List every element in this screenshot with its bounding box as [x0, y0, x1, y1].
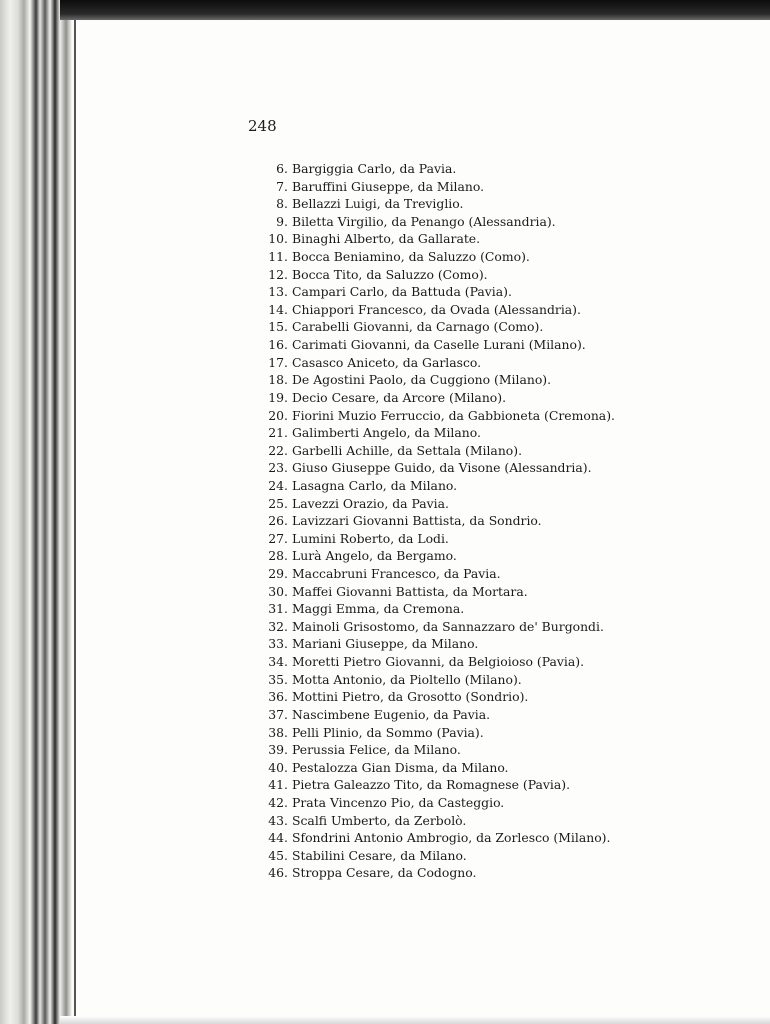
entry-number: 40. — [268, 759, 288, 775]
book-spine — [0, 0, 76, 1024]
list-item — [252, 178, 615, 196]
entry-number: 12. — [268, 266, 288, 282]
entry-number: 27. — [268, 530, 288, 546]
list-item — [252, 741, 615, 759]
entry-text: Galimberti Angelo, da Milano. — [292, 425, 481, 441]
entry-text: Fiorini Muzio Ferruccio, da Gabbioneta (Cremona). — [292, 407, 615, 423]
entry-number: 17. — [268, 354, 288, 370]
list-item — [252, 759, 615, 777]
list-item — [252, 230, 615, 248]
list-item — [252, 618, 615, 636]
list-item — [252, 424, 615, 442]
list-item — [252, 512, 615, 530]
entry-number: 19. — [268, 389, 288, 405]
entry-text: Maffei Giovanni Battista, da Mortara. — [292, 583, 528, 599]
entry-number: 38. — [268, 724, 288, 740]
list-item — [252, 812, 615, 830]
entry-number: 24. — [268, 477, 288, 493]
list-item — [252, 688, 615, 706]
entry-number: 29. — [268, 566, 288, 582]
list-item — [252, 160, 615, 178]
entry-number: 34. — [268, 654, 288, 670]
page-edge — [74, 18, 76, 1018]
entry-text: Sfondrini Antonio Ambrogio, da Zorlesco (Milano). — [292, 830, 611, 846]
list-item — [252, 195, 615, 213]
list-item — [252, 459, 615, 477]
entry-text: De Agostini Paolo, da Cuggiono (Milano). — [292, 372, 552, 388]
list-item — [252, 283, 615, 301]
list-item — [252, 530, 615, 548]
entry-number: 43. — [268, 812, 288, 828]
entry-text: Maccabruni Francesco, da Pavia. — [292, 566, 501, 582]
entry-number: 7. — [276, 178, 288, 194]
entry-number: 28. — [268, 548, 288, 564]
entry-text: Chiappori Francesco, da Ovada (Alessandria). — [292, 301, 581, 317]
entry-number: 26. — [268, 513, 288, 529]
entry-text: Pietra Galeazzo Tito, da Romagnese (Pavia). — [292, 777, 571, 793]
list-item — [252, 336, 615, 354]
entry-number: 13. — [268, 284, 288, 300]
list-item — [252, 371, 615, 389]
list-item — [252, 600, 615, 618]
entry-text: Lavezzi Orazio, da Pavia. — [292, 495, 449, 511]
entry-text: Nascimbene Eugenio, da Pavia. — [292, 706, 491, 722]
entry-text: Lavizzari Giovanni Battista, da Sondrio. — [292, 513, 542, 529]
entry-number: 21. — [268, 425, 288, 441]
entry-number: 9. — [276, 213, 288, 229]
list-item — [252, 635, 615, 653]
entry-text: Mariani Giuseppe, da Milano. — [292, 636, 479, 652]
entry-text: Carimati Giovanni, da Caselle Lurani (Milano). — [292, 337, 586, 353]
list-item — [252, 671, 615, 689]
entry-text: Pestalozza Gian Disma, da Milano. — [292, 759, 509, 775]
entry-text: Garbelli Achille, da Settala (Milano). — [292, 442, 523, 458]
entry-number: 25. — [268, 495, 288, 511]
entry-text: Casasco Aniceto, da Garlasco. — [292, 354, 482, 370]
entry-number: 31. — [268, 601, 288, 617]
entry-number: 14. — [268, 301, 288, 317]
bottom-edge — [60, 1016, 770, 1024]
entry-text: Maggi Emma, da Cremona. — [292, 601, 465, 617]
list-item — [252, 213, 615, 231]
entry-text: Stroppa Cesare, da Codogno. — [292, 865, 477, 881]
entry-number: 20. — [268, 407, 288, 423]
list-item — [252, 829, 615, 847]
list-item — [252, 407, 615, 425]
list-item — [252, 318, 615, 336]
list-item — [252, 864, 615, 882]
entry-text: Scalfi Umberto, da Zerbolò. — [292, 812, 467, 828]
entry-number: 37. — [268, 706, 288, 722]
entry-text: Bellazzi Luigi, da Treviglio. — [292, 196, 464, 212]
entry-text: Decio Cesare, da Arcore (Milano). — [292, 389, 507, 405]
entry-number: 44. — [268, 830, 288, 846]
list-item — [252, 389, 615, 407]
list-item — [252, 724, 615, 742]
entry-number: 11. — [268, 249, 288, 265]
entry-number: 46. — [268, 865, 288, 881]
entry-text: Lurà Angelo, da Bergamo. — [292, 548, 457, 564]
entry-number: 16. — [268, 337, 288, 353]
entry-number: 23. — [268, 460, 288, 476]
entry-text: Bocca Tito, da Saluzzo (Como). — [292, 266, 488, 282]
list-item — [252, 495, 615, 513]
entry-number: 42. — [268, 794, 288, 810]
entry-text: Bocca Beniamino, da Saluzzo (Como). — [292, 249, 530, 265]
entry-text: Bargiggia Carlo, da Pavia. — [292, 161, 457, 176]
entry-text: Perussia Felice, da Milano. — [292, 742, 461, 758]
entry-number: 32. — [268, 618, 288, 634]
entry-number: 18. — [268, 372, 288, 388]
entry-text: Lumini Roberto, da Lodi. — [292, 530, 449, 546]
list-item — [252, 776, 615, 794]
list-item — [252, 477, 615, 495]
entry-number: 35. — [268, 671, 288, 687]
list-item — [252, 653, 615, 671]
entry-text: Motta Antonio, da Pioltello (Milano). — [292, 671, 522, 687]
entry-text: Lasagna Carlo, da Milano. — [292, 477, 458, 493]
list-item — [252, 847, 615, 865]
entry-number: 30. — [268, 583, 288, 599]
top-shadow — [60, 0, 770, 20]
entry-number: 15. — [268, 319, 288, 335]
entry-text: Carabelli Giovanni, da Carnago (Como). — [292, 319, 544, 335]
list-item — [252, 248, 615, 266]
entry-text: Prata Vincenzo Pio, da Casteggio. — [292, 794, 505, 810]
entry-number: 41. — [268, 777, 288, 793]
list-item — [252, 301, 615, 319]
entry-text: Baruffini Giuseppe, da Milano. — [292, 178, 485, 194]
entry-number: 33. — [268, 636, 288, 652]
list-item — [252, 442, 615, 460]
entry-number: 22. — [268, 442, 288, 458]
entry-number: 10. — [268, 231, 288, 247]
entry-number: 36. — [268, 689, 288, 705]
entry-text: Mottini Pietro, da Grosotto (Sondrio). — [292, 689, 529, 705]
list-item — [252, 794, 615, 812]
name-list — [252, 160, 615, 882]
page-number: 248 — [248, 117, 277, 135]
list-item — [252, 547, 615, 565]
entry-text: Biletta Virgilio, da Penango (Alessandria). — [292, 213, 556, 229]
entry-text: Pelli Plinio, da Sommo (Pavia). — [292, 724, 484, 740]
entry-number: 39. — [268, 742, 288, 758]
list-item — [252, 583, 615, 601]
list-item — [252, 354, 615, 372]
entry-text: Mainoli Grisostomo, da Sannazzaro de' Burgondi. — [292, 618, 604, 634]
entry-number: 8. — [276, 196, 288, 212]
list-item — [252, 706, 615, 724]
entry-number: 6. — [276, 161, 288, 176]
entry-text: Campari Carlo, da Battuda (Pavia). — [292, 284, 512, 300]
entry-text: Stabilini Cesare, da Milano. — [292, 847, 467, 863]
entry-text: Moretti Pietro Giovanni, da Belgioioso (Pavia). — [292, 654, 585, 670]
entry-text: Binaghi Alberto, da Gallarate. — [292, 231, 481, 247]
list-item — [252, 565, 615, 583]
entry-text: Giuso Giuseppe Guido, da Visone (Alessandria). — [292, 460, 592, 476]
entry-number: 45. — [268, 847, 288, 863]
list-item — [252, 266, 615, 284]
